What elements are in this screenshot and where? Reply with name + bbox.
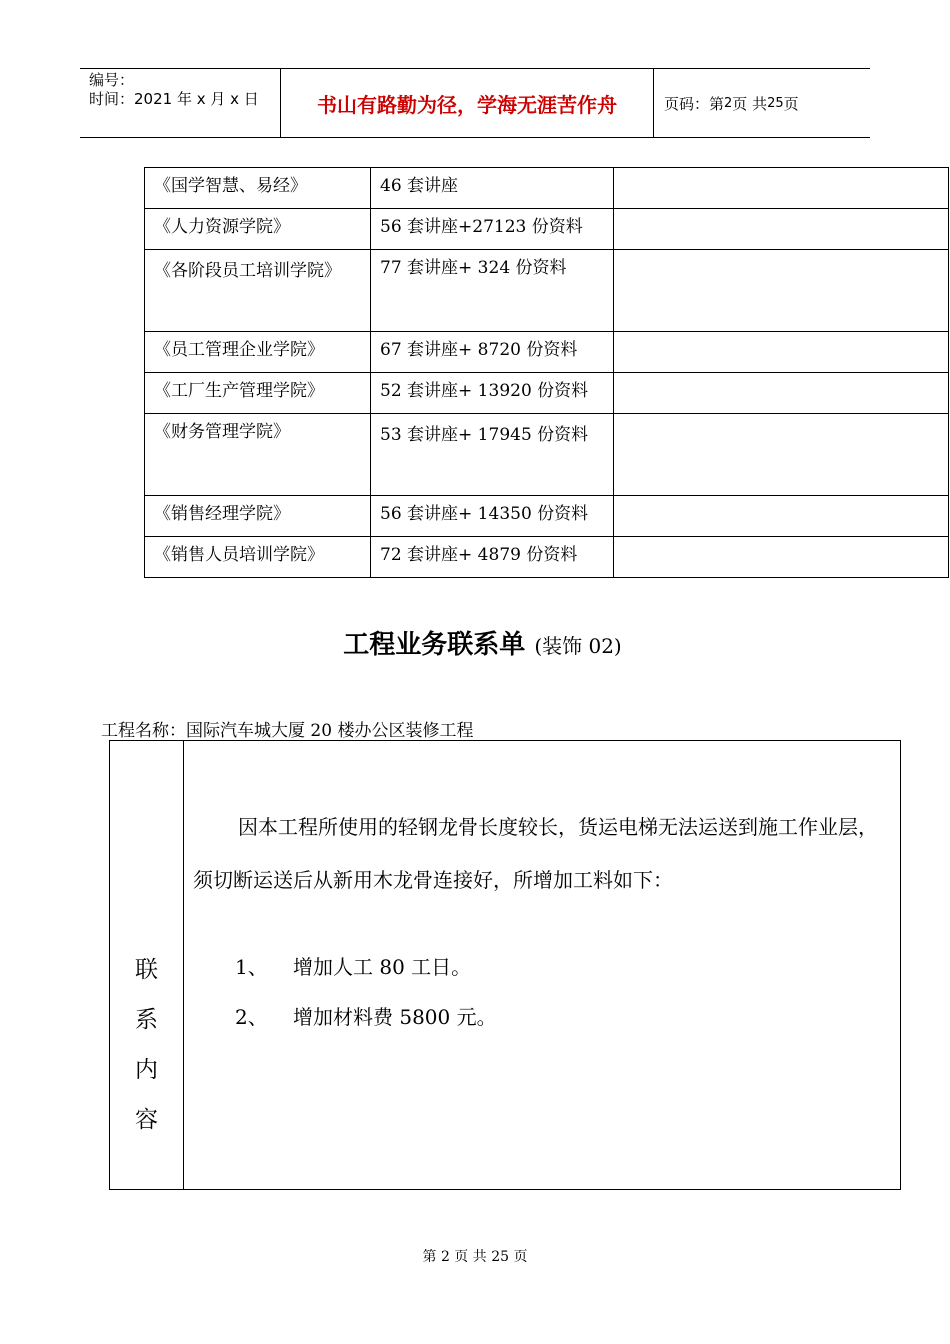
label-char: 容: [135, 1107, 158, 1133]
label-char: 联: [135, 957, 158, 983]
form-title: [0, 624, 950, 661]
contact-content-label: [110, 741, 184, 1189]
course-name: 《各阶段员工培训学院》: [145, 250, 371, 332]
course-content: 77 套讲座+ 324 份资料: [371, 250, 614, 332]
course-content: 56 套讲座+27123 份资料: [371, 209, 614, 250]
page-current: 2: [724, 95, 733, 111]
course-content: 46 套讲座: [371, 168, 614, 209]
table-row: [145, 168, 949, 209]
item-number: 2、: [235, 1005, 268, 1029]
table-row: [145, 414, 949, 496]
page-suffix: 页: [783, 94, 799, 113]
label-char: 内: [135, 1057, 158, 1083]
course-name: 《员工管理企业学院》: [145, 332, 371, 373]
list-item: [235, 951, 471, 980]
course-name: 《国学智慧、易经》: [145, 168, 371, 209]
course-content: 67 套讲座+ 8720 份资料: [371, 332, 614, 373]
course-content: 52 套讲座+ 13920 份资料: [371, 373, 614, 414]
page-footer: 第 2 页 共 25 页: [422, 1249, 528, 1265]
page-total: 25: [767, 95, 784, 111]
course-empty-cell: [614, 537, 949, 578]
item-text: 增加人工 80 工日。: [293, 955, 472, 979]
course-empty-cell: [614, 250, 949, 332]
course-empty-cell: [614, 168, 949, 209]
course-empty-cell: [614, 209, 949, 250]
course-name: 《人力资源学院》: [145, 209, 371, 250]
page-header: [80, 68, 870, 138]
course-empty-cell: [614, 414, 949, 496]
header-info-cell: [80, 69, 281, 137]
time-label: 时间：2021 年 x 月 x 日: [89, 90, 259, 108]
course-empty-cell: [614, 373, 949, 414]
form-title-text: 工程业务联系单: [343, 630, 526, 660]
serial-label: 编号：: [89, 71, 135, 89]
course-name: 《工厂生产管理学院》: [145, 373, 371, 414]
item-number: 1、: [235, 955, 268, 979]
table-row: [145, 250, 949, 332]
course-name: 《销售人员培训学院》: [145, 537, 371, 578]
table-row: [145, 373, 949, 414]
table-row: [145, 496, 949, 537]
table-row: [145, 537, 949, 578]
table-row: [145, 332, 949, 373]
page-prefix: 页码：第: [664, 94, 725, 113]
course-content: 53 套讲座+ 17945 份资料: [371, 414, 614, 496]
course-content: 56 套讲座+ 14350 份资料: [371, 496, 614, 537]
contact-form-box: [109, 740, 901, 1190]
page-middle: 页 共: [732, 94, 768, 113]
list-item: [235, 1001, 497, 1030]
contact-content: [193, 801, 893, 907]
header-page-number: [654, 69, 870, 137]
form-subtitle: (装饰 02): [534, 634, 622, 658]
content-paragraph: 因本工程所使用的轻钢龙骨长度较长，货运电梯无法运送到施工作业层，须切断运送后从新用木龙骨连接好，所增加工料如下：: [193, 815, 878, 892]
table-row: [145, 209, 949, 250]
course-content: 72 套讲座+ 4879 份资料: [371, 537, 614, 578]
course-empty-cell: [614, 332, 949, 373]
course-table: [144, 167, 949, 578]
label-char: 系: [135, 1007, 158, 1033]
course-name: 《销售经理学院》: [145, 496, 371, 537]
project-name: 工程名称：国际汽车城大厦 20 楼办公区装修工程: [101, 721, 474, 741]
course-name: 《财务管理学院》: [145, 414, 371, 496]
item-text: 增加材料费 5800 元。: [293, 1005, 497, 1029]
course-empty-cell: [614, 496, 949, 537]
header-motto: 书山有路勤为径，学海无涯苦作舟: [281, 69, 654, 137]
